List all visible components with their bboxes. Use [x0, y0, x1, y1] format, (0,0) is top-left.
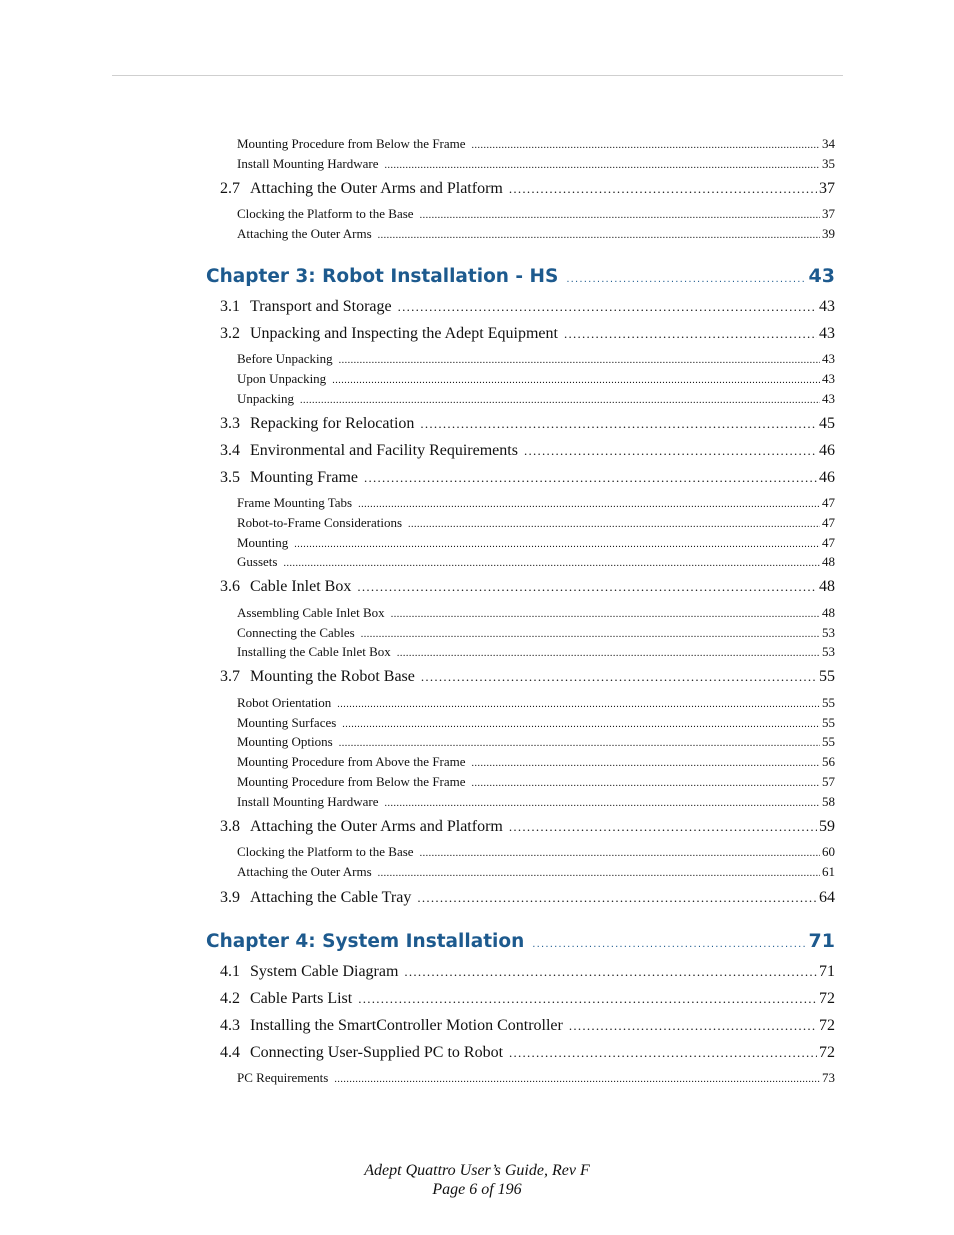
section-number: 4.1: [220, 963, 240, 980]
toc-section-title: Installing the SmartController Motion Controller: [250, 1017, 563, 1034]
dot-leader: [358, 496, 820, 510]
section-number: 3.5: [220, 469, 240, 486]
chapter-title: Chapter 4: System Installation: [206, 931, 525, 952]
dot-leader: [532, 933, 806, 952]
footer-title: Adept Quattro User’s Guide, Rev F: [364, 1162, 590, 1179]
toc-section[interactable]: [220, 990, 835, 1008]
toc-page-number: 72: [819, 990, 835, 1007]
section-number: 4.2: [220, 990, 240, 1007]
section-number: 3.7: [220, 668, 240, 685]
toc-section-title: Attaching the Outer Arms and Platform: [250, 180, 503, 197]
toc-page-number: 71: [819, 963, 835, 980]
toc-page-number: 60: [822, 844, 835, 859]
toc-page-number: 57: [822, 774, 835, 789]
toc-section[interactable]: [220, 415, 835, 433]
toc-entry-title: Attaching the Outer Arms: [237, 226, 372, 241]
dot-leader: [472, 755, 820, 769]
toc-page-number: 47: [822, 515, 835, 530]
toc-entry[interactable]: [237, 554, 835, 570]
toc-entry[interactable]: [237, 734, 835, 750]
toc-page-number: 47: [822, 535, 835, 550]
toc-page-number: 43: [819, 298, 835, 315]
toc-page-number: 46: [819, 442, 835, 459]
toc-entry[interactable]: [237, 864, 835, 880]
dot-leader: [385, 157, 820, 171]
dot-leader: [564, 326, 817, 342]
footer-page-number: Page 6 of 196: [432, 1181, 522, 1198]
toc-section[interactable]: [220, 325, 835, 343]
toc-section[interactable]: [220, 668, 835, 686]
toc-entry-title: Connecting the Cables: [237, 625, 355, 640]
toc-entry[interactable]: [237, 391, 835, 407]
toc-entry[interactable]: [237, 605, 835, 621]
toc-entry-title: Attaching the Outer Arms: [237, 864, 372, 879]
toc-page-number: 56: [822, 754, 835, 769]
dot-leader: [524, 443, 817, 459]
toc-page-number: 55: [819, 668, 835, 685]
toc-entry-title: Before Unpacking: [237, 351, 333, 366]
dot-leader: [421, 669, 817, 685]
dot-leader: [337, 696, 820, 710]
chapter-title: Chapter 3: Robot Installation - HS: [206, 266, 559, 287]
toc-entry-title: PC Requirements: [237, 1070, 329, 1085]
dot-leader: [472, 137, 820, 151]
dot-leader: [391, 606, 820, 620]
dot-leader: [283, 555, 820, 569]
toc-entry-title: Upon Unpacking: [237, 371, 327, 386]
dot-leader: [334, 1071, 820, 1085]
toc-page-number: 48: [819, 578, 835, 595]
toc-section-title: Cable Parts List: [250, 990, 353, 1007]
dot-leader: [569, 1018, 817, 1034]
toc-entry[interactable]: [237, 644, 835, 660]
toc-section-title: Unpacking and Inspecting the Adept Equipment: [250, 325, 558, 342]
toc-entry-title: Clocking the Platform to the Base: [237, 206, 414, 221]
dot-leader: [420, 845, 820, 859]
dot-leader: [361, 626, 820, 640]
toc-page-number: 43: [819, 325, 835, 342]
toc-page-number: 45: [819, 415, 835, 432]
toc-entry-title: Assembling Cable Inlet Box: [237, 605, 385, 620]
chapter-page-number: 43: [808, 265, 835, 287]
dot-leader: [364, 470, 817, 486]
toc-page-number: 55: [822, 734, 835, 749]
section-number: 3.1: [220, 298, 240, 315]
toc-entry-title: Frame Mounting Tabs: [237, 495, 353, 510]
dot-leader: [398, 299, 817, 315]
dot-leader: [420, 416, 817, 432]
toc-entry-title: Mounting Procedure from Below the Frame: [237, 774, 466, 789]
toc-entry-title: Gussets: [237, 554, 278, 569]
toc-entry[interactable]: [237, 695, 835, 711]
dot-leader: [342, 716, 820, 730]
toc-entry[interactable]: [237, 535, 835, 551]
toc-page-number: 59: [819, 818, 835, 835]
toc-section[interactable]: [220, 1017, 835, 1035]
dot-leader: [566, 268, 806, 287]
toc-section[interactable]: [220, 578, 835, 596]
toc-page-number: 61: [822, 864, 835, 879]
dot-leader: [385, 795, 820, 809]
toc-entry-title: Robot-to-Frame Considerations: [237, 515, 403, 530]
toc-section-title: Attaching the Outer Arms and Platform: [250, 818, 503, 835]
dot-leader: [332, 372, 820, 386]
toc-entry[interactable]: [237, 1070, 835, 1086]
toc-page-number: 73: [822, 1070, 835, 1085]
toc-chapter[interactable]: [206, 930, 835, 952]
toc-entry-title: Unpacking: [237, 391, 295, 406]
dot-leader: [339, 352, 820, 366]
dot-leader: [357, 579, 817, 595]
dot-leader: [378, 227, 820, 241]
toc-entry[interactable]: [237, 226, 835, 242]
section-number: 3.2: [220, 325, 240, 342]
toc-entry-title: Installing the Cable Inlet Box: [237, 644, 391, 659]
toc-section[interactable]: [220, 298, 835, 316]
dot-leader: [300, 392, 820, 406]
toc-page-number: 48: [822, 605, 835, 620]
toc-entry[interactable]: [237, 774, 835, 790]
section-number: 3.8: [220, 818, 240, 835]
toc-section-title: System Cable Diagram: [250, 963, 399, 980]
toc-entry[interactable]: [237, 844, 835, 860]
dot-leader: [397, 645, 820, 659]
toc-page-number: 35: [822, 156, 835, 171]
toc-section-title: Cable Inlet Box: [250, 578, 352, 595]
toc-section[interactable]: [220, 1044, 835, 1062]
toc-section-title: Environmental and Facility Requirements: [250, 442, 518, 459]
toc-page-number: 55: [822, 695, 835, 710]
toc-entry-title: Clocking the Platform to the Base: [237, 844, 414, 859]
toc-entry-title: Mounting Surfaces: [237, 715, 337, 730]
toc-section-title: Mounting the Robot Base: [250, 668, 415, 685]
toc-page-number: 72: [819, 1017, 835, 1034]
toc-page-number: 48: [822, 554, 835, 569]
toc-page-number: 55: [822, 715, 835, 730]
dot-leader: [358, 991, 817, 1007]
dot-leader: [420, 207, 820, 221]
toc-entry[interactable]: [237, 495, 835, 511]
toc-entry-title: Mounting Procedure from Above the Frame: [237, 754, 466, 769]
toc-page-number: 43: [822, 351, 835, 366]
toc-section-title: Transport and Storage: [250, 298, 392, 315]
toc-entry[interactable]: [237, 206, 835, 222]
dot-leader: [417, 890, 817, 906]
toc-page-number: 53: [822, 625, 835, 640]
toc-entry[interactable]: [237, 351, 835, 367]
toc-page-number: 37: [819, 180, 835, 197]
dot-leader: [472, 775, 820, 789]
toc-entry-title: Install Mounting Hardware: [237, 794, 379, 809]
section-number: 3.4: [220, 442, 240, 459]
section-number: 3.6: [220, 578, 240, 595]
toc-page-number: 43: [822, 371, 835, 386]
toc-section[interactable]: [220, 469, 835, 487]
toc-page-number: 53: [822, 644, 835, 659]
dot-leader: [509, 181, 817, 197]
toc-page-number: 72: [819, 1044, 835, 1061]
dot-leader: [408, 516, 820, 530]
toc-entry[interactable]: [237, 515, 835, 531]
toc-section[interactable]: [220, 889, 835, 907]
toc-entry-title: Install Mounting Hardware: [237, 156, 379, 171]
toc-section[interactable]: [220, 963, 835, 981]
toc-entry[interactable]: [237, 715, 835, 731]
toc-page-number: 47: [822, 495, 835, 510]
dot-leader: [339, 735, 820, 749]
chapter-page-number: 71: [808, 930, 835, 952]
toc-section-title: Connecting User-Supplied PC to Robot: [250, 1044, 504, 1061]
toc-entry-title: Mounting Options: [237, 734, 333, 749]
section-number: 3.9: [220, 889, 240, 906]
toc-page-number: 37: [822, 206, 835, 221]
toc-entry[interactable]: [237, 156, 835, 172]
section-number: 4.3: [220, 1017, 240, 1034]
toc-entry-title: Robot Orientation: [237, 695, 332, 710]
toc-entry[interactable]: [237, 754, 835, 770]
toc-chapter[interactable]: [206, 265, 835, 287]
dot-leader: [378, 865, 820, 879]
dot-leader: [404, 964, 817, 980]
toc-entry[interactable]: [237, 136, 835, 152]
section-number: 2.7: [220, 180, 240, 197]
toc-section-title: Mounting Frame: [250, 469, 358, 486]
toc-section[interactable]: [220, 442, 835, 460]
toc-page-number: 34: [822, 136, 835, 151]
toc-page-number: 46: [819, 469, 835, 486]
toc-section[interactable]: [220, 180, 835, 198]
toc-section-title: Attaching the Cable Tray: [250, 889, 412, 906]
toc-entry-title: Mounting: [237, 535, 289, 550]
toc-section-title: Repacking for Relocation: [250, 415, 415, 432]
toc-page-number: 43: [822, 391, 835, 406]
section-number: 3.3: [220, 415, 240, 432]
toc-entry[interactable]: [237, 625, 835, 641]
section-number: 4.4: [220, 1044, 240, 1061]
dot-leader: [294, 536, 820, 550]
toc-page-number: 64: [819, 889, 835, 906]
dot-leader: [509, 819, 817, 835]
toc-entry-title: Mounting Procedure from Below the Frame: [237, 136, 466, 151]
toc-entry[interactable]: [237, 794, 835, 810]
toc-page-number: 58: [822, 794, 835, 809]
toc-entry[interactable]: [237, 371, 835, 387]
toc-page-number: 39: [822, 226, 835, 241]
toc-section[interactable]: [220, 818, 835, 836]
dot-leader: [509, 1045, 817, 1061]
